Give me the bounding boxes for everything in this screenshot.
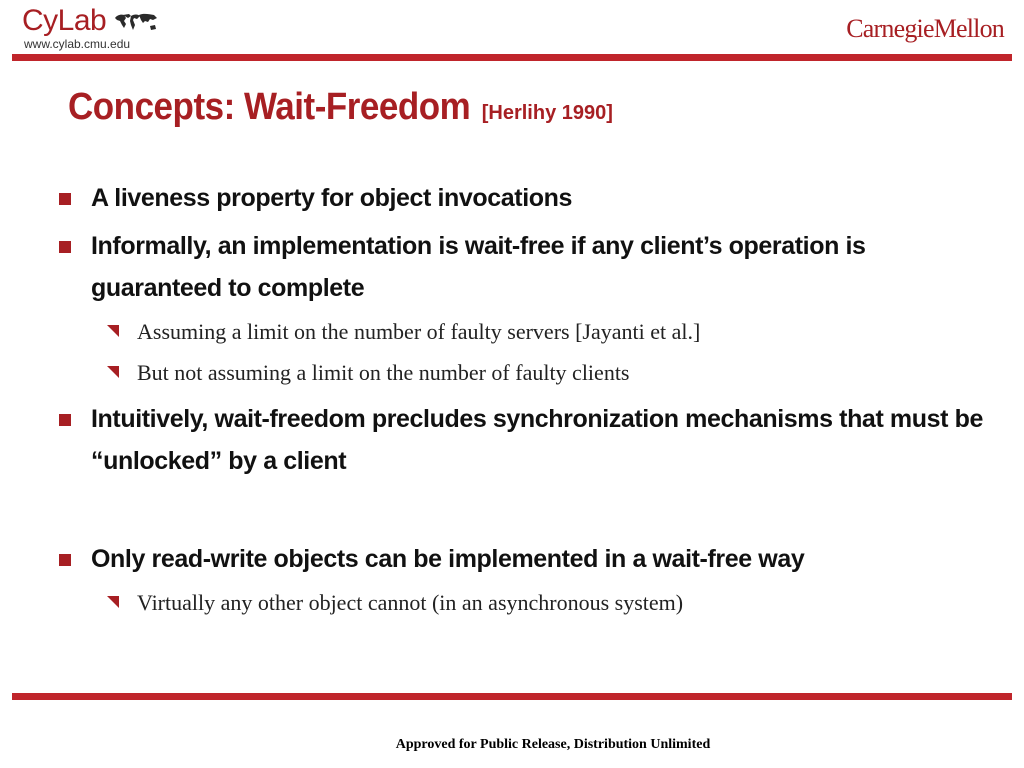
sub-bullet-text: Virtually any other object cannot (in an asynchronous system) xyxy=(137,590,684,615)
bullet-text: A liveness property for object invocations xyxy=(91,184,573,212)
bullet-item xyxy=(91,177,991,219)
top-rule xyxy=(12,54,1012,61)
slide-title xyxy=(68,86,613,129)
square-bullet-icon xyxy=(59,193,71,205)
title-text: Concepts: Wait-Freedom xyxy=(68,86,471,128)
carnegie-mellon-logo: CarnegieMellon xyxy=(846,14,1004,43)
square-bullet-icon xyxy=(59,414,71,426)
sub-bullet-item xyxy=(137,583,997,623)
bullet-text: Only read-write objects can be implemented in a wait-free way xyxy=(91,545,805,573)
bullet-item xyxy=(91,538,991,580)
sub-bullet-item xyxy=(137,353,997,393)
sub-bullet-text: But not assuming a limit on the number of faulty clients xyxy=(137,360,630,385)
bottom-rule xyxy=(12,693,1012,700)
logo-text: CyLab xyxy=(22,4,107,37)
triangle-bullet-icon xyxy=(107,366,119,378)
sub-bullet-text: Assuming a limit on the number of faulty servers [Jayanti et al.] xyxy=(137,319,701,344)
footer-notice: Approved for Public Release, Distribution Unlimited xyxy=(395,737,711,752)
bullet-text: Intuitively, wait-freedom precludes synchronization mechanisms that must be “unlocked” by a client xyxy=(91,405,983,475)
world-map-icon xyxy=(113,12,159,34)
slide-header xyxy=(0,0,1024,62)
cylab-logo xyxy=(22,4,159,51)
bullet-item xyxy=(91,398,991,482)
logo-url: www.cylab.cmu.edu xyxy=(24,37,131,51)
square-bullet-icon xyxy=(59,241,71,253)
bullet-text: Informally, an implementation is wait-free if any client’s operation is guaranteed to complete xyxy=(91,232,866,302)
triangle-bullet-icon xyxy=(107,596,119,608)
triangle-bullet-icon xyxy=(107,325,119,337)
sub-bullet-item xyxy=(137,312,997,352)
title-citation: [Herlihy 1990] xyxy=(481,102,613,124)
square-bullet-icon xyxy=(59,554,71,566)
bullet-item xyxy=(91,225,991,309)
